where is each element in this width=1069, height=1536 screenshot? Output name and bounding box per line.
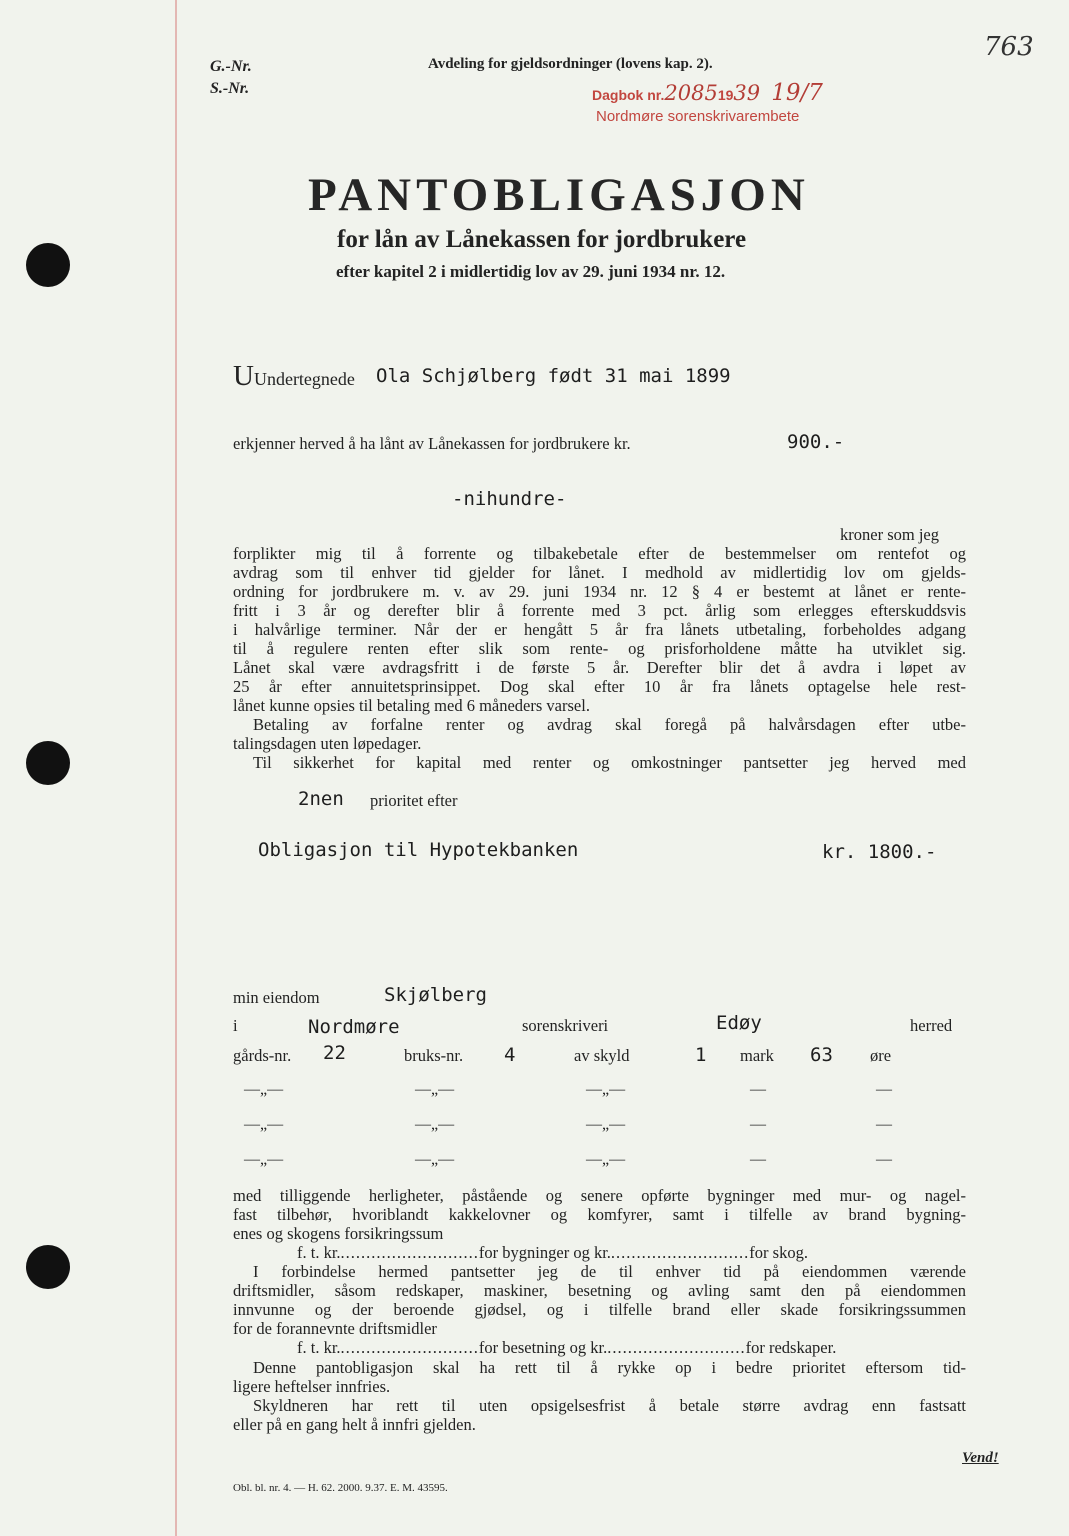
document-subtitle: for lån av Lånekassen for jordbrukere: [337, 226, 747, 253]
loan-amount-words: -nihundre-: [452, 488, 567, 510]
ditto-dash: —: [876, 1116, 892, 1133]
appurtenance-line: med tilliggende herligheter, påstående og senere opførte bygninger med mur- og nagel-: [233, 1186, 966, 1205]
terms-line: ordning for jordbrukere m. v. av 29. juni 1934 nr. 12 § 4 er bestemt at lånet er rente-: [233, 582, 966, 601]
terms-line: lånet kunne opsies til betaling med 6 måneders varsel.: [233, 696, 590, 715]
debtor-label: UUndertegnede: [233, 360, 355, 392]
ditto-mark: —„—: [244, 1081, 284, 1098]
ore-label: øre: [870, 1046, 892, 1065]
dagbok-number: 2085: [664, 81, 718, 105]
bruks-label: bruks-nr.: [404, 1046, 464, 1065]
terms-line: 25 år efter annuitetsprinsippet. Dog skal efter 10 år fra lånets optagelse hele rest-: [233, 677, 966, 696]
terms-line: avdrag som til enhver tid gjelder for lånet. I medhold av midlertidig lov om gjelds-: [233, 563, 966, 582]
district-value: Nordmøre: [308, 1016, 400, 1038]
ditto-mark: —„—: [415, 1116, 455, 1133]
punch-hole-bottom: [26, 1245, 70, 1289]
insurance-buildings-label: for bygninger og kr.: [478, 1243, 611, 1262]
loan-amount: 900.-: [787, 431, 845, 453]
skyld-value: 1: [695, 1044, 707, 1066]
law-reference: efter kapitel 2 i midlertidig lov av 29. juni 1934 nr. 12.: [336, 262, 726, 281]
insurance-tools-label: for redskaper.: [745, 1338, 837, 1357]
priority-clause-line: Denne pantobligasjon skal ha rett til å rykke op i bedre prioritet eftersom tid-: [253, 1358, 966, 1377]
document-title: PANTOBLIGASJON: [308, 169, 810, 221]
security-line: Til sikkerhet for kapital med renter og omkostninger pantsetter jeg herved med: [253, 753, 966, 772]
insurance-ft-label: f. t. kr.: [297, 1243, 341, 1262]
payment-line: Betaling av forfalne renter og avdrag skal foregå på halvårsdagen efter utbe-: [253, 715, 966, 734]
ditto-mark: —„—: [586, 1151, 626, 1168]
priority-rank: 2nen: [298, 788, 344, 810]
insurance-forest-label: for skog.: [749, 1243, 808, 1262]
mark-label: mark: [740, 1046, 774, 1065]
i-label: i: [233, 1016, 238, 1035]
office-stamp: Nordmøre sorenskrivarembete: [596, 108, 800, 125]
ditto-mark: —„—: [415, 1151, 455, 1168]
inventory-line: I forbindelse hermed pantsetter jeg de til enhver tid på eiendommen værende: [253, 1262, 966, 1281]
punch-hole-middle: [26, 741, 70, 785]
punch-hole-top: [26, 243, 70, 287]
prepayment-clause-line: Skyldneren har rett til uten opsigelsesfrist å betale større avdrag enn fastsatt: [253, 1396, 966, 1415]
skyld-label: av skyld: [574, 1046, 630, 1065]
terms-line: til å regulere renten efter slik som rente- og prisforholdene måtte ha utviklet sig.: [233, 639, 966, 658]
inventory-line: innvunne og der beroende gjødsel, og i tilfelle brand eller skade forsikringssummen: [233, 1300, 966, 1319]
debtor-label-text: Undertegnede: [253, 369, 355, 389]
sorenskriveri-label: sorenskriveri: [522, 1016, 609, 1035]
appurtenance-line: enes og skogens forsikringssum: [233, 1224, 444, 1243]
dagbok-date: 19/7: [771, 80, 823, 106]
g-nr-label: G.-Nr.: [210, 58, 252, 75]
form-reference: Obl. bl. nr. 4. — H. 62. 2000. 9.37. E. M. 43595.: [233, 1482, 448, 1494]
ditto-dash: —: [750, 1116, 766, 1133]
terms-line: Lånet skal være avdragsfritt i de første 5 år. Derefter blir det å avdra i løpet av: [233, 658, 966, 677]
payment-line: talingsdagen uten løpedager.: [233, 734, 422, 753]
debtor-name: Ola Schjølberg født 31 mai 1899: [376, 365, 731, 387]
insurance-ft-label: f. t. kr.: [297, 1338, 341, 1357]
ditto-dash: —: [750, 1151, 766, 1168]
ditto-mark: —„—: [244, 1116, 284, 1133]
priority-amount: kr. 1800.-: [822, 841, 937, 863]
insurance-line-1: f. t. kr............................for bygninger og kr............................for skog.: [297, 1243, 808, 1262]
prepayment-clause-line: eller på en gang helt å innfri gjelden.: [233, 1415, 476, 1434]
terms-line: i halvårlige terminer. Når der er hengått 5 år fra lånets utbetaling, forbeholdes adgang: [233, 620, 966, 639]
ditto-dash: —: [750, 1081, 766, 1098]
inventory-line: for de forannevnte driftsmidler: [233, 1319, 437, 1338]
priority-label: prioritet efter: [370, 791, 458, 810]
dagbok-year: 39: [733, 81, 761, 105]
bruks-value: 4: [504, 1044, 516, 1066]
mark-value: 63: [810, 1044, 833, 1066]
ditto-dash: —: [876, 1151, 892, 1168]
ditto-mark: —„—: [586, 1081, 626, 1098]
turn-over-note: Vend!: [962, 1450, 999, 1466]
department-heading: Avdeling for gjeldsordninger (lovens kap. 2).: [428, 56, 713, 72]
s-nr-label: S.-Nr.: [210, 80, 250, 97]
insurance-livestock-label: for besetning og kr.: [478, 1338, 608, 1357]
gards-value: 22: [323, 1042, 346, 1064]
insurance-line-2: f. t. kr............................for besetning og kr............................for redskaper.: [297, 1338, 837, 1357]
ditto-mark: —„—: [415, 1081, 455, 1098]
kroner-text: kroner som jeg: [840, 525, 939, 544]
ditto-dash: —: [876, 1081, 892, 1098]
eiendom-value: Skjølberg: [384, 984, 487, 1006]
loan-text: erkjenner herved å ha lånt av Lånekassen for jordbrukere kr.: [233, 434, 631, 453]
page-number: 763: [984, 32, 1034, 62]
inventory-line: driftsmidler, såsom redskaper, maskiner, besetning og avling samt den på eiendommen: [233, 1281, 966, 1300]
gards-label: gårds-nr.: [233, 1046, 292, 1065]
priority-clause-line: ligere heftelser innfries.: [233, 1377, 391, 1396]
herred-label: herred: [910, 1016, 953, 1035]
terms-line: fritt i 3 år og derefter blir å forrente med 3 pct. årlig som erlegges efterskuddsvis: [233, 601, 966, 620]
priority-obligation: Obligasjon til Hypotekbanken: [258, 839, 579, 861]
ditto-mark: —„—: [244, 1151, 284, 1168]
ditto-mark: —„—: [586, 1116, 626, 1133]
dagbok-year-prefix: 19: [717, 87, 734, 103]
dagbok-stamp: [592, 80, 823, 106]
eiendom-label: min eiendom: [233, 988, 320, 1007]
margin-rule: [175, 0, 177, 1536]
appurtenance-line: fast tilbehør, hvoriblandt kakkelovner og komfyrer, samt i tilfelle av brand bygning-: [233, 1205, 966, 1224]
dagbok-label: Dagbok nr.: [592, 87, 665, 103]
terms-line: forplikter mig til å forrente og tilbakebetale efter de bestemmelser om rentefot og: [233, 544, 966, 563]
herred-value: Edøy: [716, 1012, 762, 1034]
